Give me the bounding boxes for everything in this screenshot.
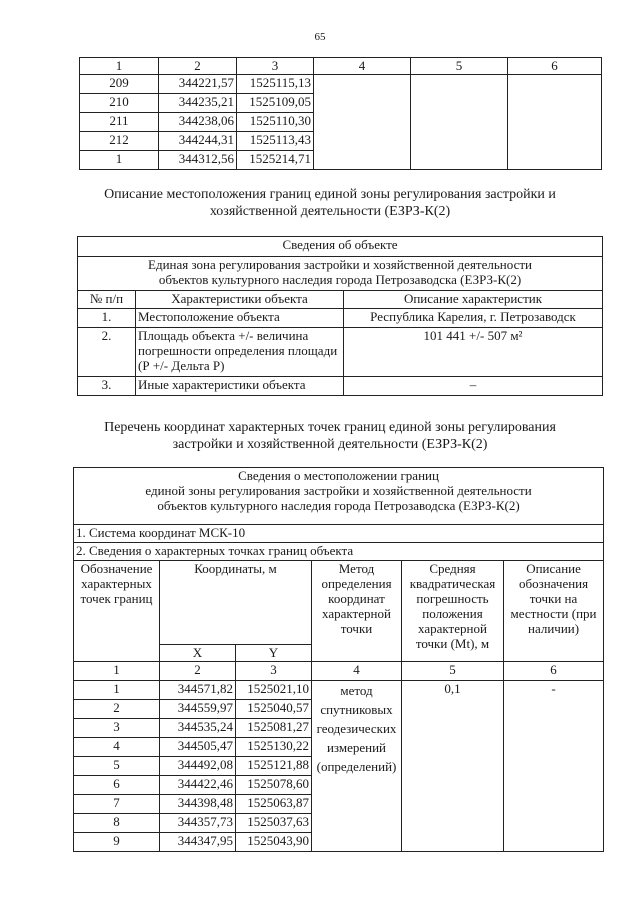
header-point-description: Описание обозначения точки на местности (при наличии) [504, 561, 604, 662]
column-number: 4 [312, 662, 402, 681]
coord-x: 344235,21 [159, 94, 237, 113]
coord-y: 1525021,10 [236, 681, 312, 700]
coord-x: 344535,24 [160, 719, 236, 738]
coord-x: 344312,56 [159, 151, 237, 170]
description: 101 441 +/- 507 м² [344, 328, 603, 377]
table-row [80, 75, 602, 94]
coord-y: 1525115,13 [237, 75, 314, 94]
section-heading [60, 186, 600, 220]
coord-y: 1525081,27 [236, 719, 312, 738]
page-number: 65 [314, 31, 326, 43]
coordinates-table [73, 467, 604, 852]
title-line: единой зоны регулирования застройки и хозяйственной деятельности [145, 483, 532, 498]
object-name-line: Единая зона регулирования застройки и хозяйственной деятельности [148, 257, 532, 272]
row-number: 2. [78, 328, 136, 377]
title-line: Сведения о местоположении границ [238, 468, 439, 483]
table-row [78, 309, 603, 328]
header-coordinates: Координаты, м [160, 561, 312, 645]
point-number: 1 [74, 681, 160, 700]
point-number: 2 [74, 700, 160, 719]
column-header: Характеристики объекта [136, 291, 344, 309]
heading-line: хозяйственной деятельности (ЕЗРЗ-К(2) [209, 204, 451, 219]
header-point-designation: Обозначение характерных точек границ [74, 561, 160, 662]
description: Республика Карелия, г. Петрозаводск [344, 309, 603, 328]
coord-y: 1525113,43 [237, 132, 314, 151]
point-number: 1 [80, 151, 159, 170]
header-method: Метод определения координат характерной точки [312, 561, 402, 662]
coord-x: 344505,47 [160, 738, 236, 757]
point-number: 3 [74, 719, 160, 738]
characteristic: Площадь объекта +/- величина погрешности определения площади (Р +/- Дельта Р) [136, 328, 344, 377]
column-number: 3 [236, 662, 312, 681]
table-title: Сведения об объекте [78, 237, 603, 257]
column-number: 1 [74, 662, 160, 681]
coord-x: 344238,06 [159, 113, 237, 132]
heading-line: застройки и хозяйственной деятельности (ЕЗРЗ-К(2) [172, 437, 488, 452]
empty-cell [411, 75, 508, 170]
point-number: 7 [74, 795, 160, 814]
coord-y: 1525130,22 [236, 738, 312, 757]
coord-y: 1525063,87 [236, 795, 312, 814]
row-number: 1. [78, 309, 136, 328]
column-number: 5 [402, 662, 504, 681]
method-value: метод спутниковых геодезических измерений (определений) [312, 681, 402, 852]
characteristic: Иные характеристики объекта [136, 377, 344, 396]
point-number: 209 [80, 75, 159, 94]
description-value: - [504, 681, 604, 852]
table-row [74, 681, 604, 700]
column-header: 1 [80, 58, 159, 75]
description: – [344, 377, 603, 396]
coord-x: 344221,57 [159, 75, 237, 94]
table-row [78, 377, 603, 396]
column-number: 6 [504, 662, 604, 681]
coord-x: 344422,46 [160, 776, 236, 795]
column-header: 4 [314, 58, 411, 75]
table-row [78, 328, 603, 377]
object-name [78, 257, 603, 291]
point-number: 9 [74, 833, 160, 852]
empty-cell [314, 75, 411, 170]
point-number: 8 [74, 814, 160, 833]
coord-y: 1525109,05 [237, 94, 314, 113]
coord-y: 1525040,57 [236, 700, 312, 719]
row-number: 3. [78, 377, 136, 396]
coord-y: 1525043,90 [236, 833, 312, 852]
coord-x: 344571,82 [160, 681, 236, 700]
point-number: 6 [74, 776, 160, 795]
object-name-line: объектов культурного наследия города Петрозаводска (ЕЗРЗ-К(2) [158, 272, 522, 287]
coord-y: 1525214,71 [237, 151, 314, 170]
column-header: 3 [237, 58, 314, 75]
point-number: 212 [80, 132, 159, 151]
point-number: 210 [80, 94, 159, 113]
coord-x: 344559,97 [160, 700, 236, 719]
header-x: X [160, 645, 236, 662]
point-number: 4 [74, 738, 160, 757]
heading-line: Описание местоположения границ единой зоны регулирования застройки и [104, 187, 556, 202]
coord-x: 344492,08 [160, 757, 236, 776]
heading-line: Перечень координат характерных точек границ единой зоны регулирования [104, 420, 556, 435]
title-line: объектов культурного наследия города Петрозаводска (ЕЗРЗ-К(2) [157, 498, 520, 513]
table-title [74, 468, 604, 525]
coord-x: 344398,48 [160, 795, 236, 814]
point-number: 5 [74, 757, 160, 776]
empty-cell [508, 75, 602, 170]
column-number: 2 [160, 662, 236, 681]
coord-x: 344347,95 [160, 833, 236, 852]
column-header: 6 [508, 58, 602, 75]
object-info-table [77, 236, 603, 396]
header-accuracy: Средняя квадратическая погрешность положения характерной точки (Mt), м [402, 561, 504, 662]
coord-y: 1525121,88 [236, 757, 312, 776]
coord-x: 344357,73 [160, 814, 236, 833]
coord-y: 1525110,30 [237, 113, 314, 132]
header-y: Y [236, 645, 312, 662]
column-header: 2 [159, 58, 237, 75]
column-header: 5 [411, 58, 508, 75]
coord-y: 1525078,60 [236, 776, 312, 795]
coord-y: 1525037,63 [236, 814, 312, 833]
characteristic: Местоположение объекта [136, 309, 344, 328]
coord-x: 344244,31 [159, 132, 237, 151]
column-header: № п/п [78, 291, 136, 309]
coordinate-system: 1. Система координат МСК-10 [74, 525, 604, 543]
point-number: 211 [80, 113, 159, 132]
accuracy-value: 0,1 [402, 681, 504, 852]
section-heading [60, 419, 600, 453]
section-label: 2. Сведения о характерных точках границ объекта [74, 543, 604, 561]
top-coordinates-table [79, 57, 602, 170]
column-header: Описание характеристик [344, 291, 603, 309]
